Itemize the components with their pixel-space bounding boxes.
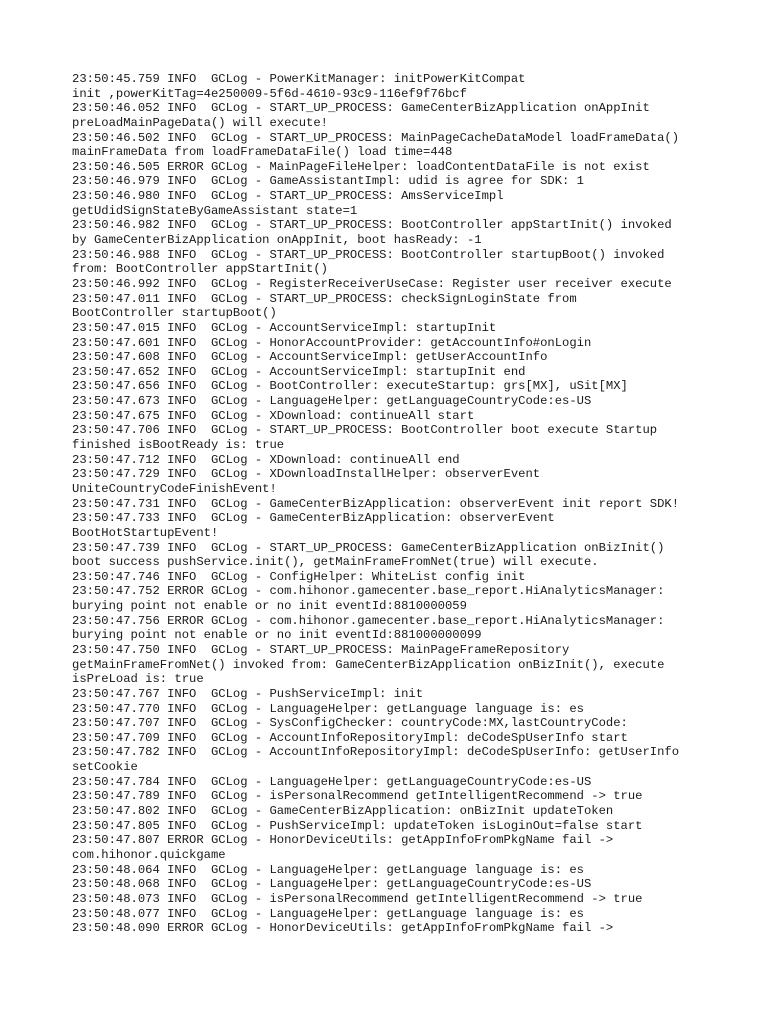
log-line: getUdidSignStateByGameAssistant state=1 xyxy=(72,203,358,218)
log-line: 23:50:47.731 INFO GCLog - GameCenterBizApplication: observerEvent init report SDK! xyxy=(72,496,680,511)
log-line: burying point not enable or no init eventId:8810000059 xyxy=(72,599,467,614)
log-line: 23:50:47.770 INFO GCLog - LanguageHelper: getLanguage language is: es xyxy=(72,701,584,716)
log-line: UniteCountryCodeFinishEvent! xyxy=(72,481,277,496)
log-line: 23:50:47.709 INFO GCLog - AccountInfoRepositoryImpl: deCodeSpUserInfo start xyxy=(72,730,628,745)
log-line: 23:50:47.652 INFO GCLog - AccountServiceImpl: startupInit end xyxy=(72,364,526,379)
log-line: from: BootController appStartInit() xyxy=(72,262,328,277)
log-line: 23:50:47.601 INFO GCLog - HonorAccountProvider: getAccountInfo#onLogin xyxy=(72,335,592,350)
log-line: BootController startupBoot() xyxy=(72,306,277,321)
log-line: 23:50:47.729 INFO GCLog - XDownloadInstallHelper: observerEvent xyxy=(72,467,541,482)
log-line: 23:50:48.073 INFO GCLog - isPersonalRecommend getIntelligentRecommend -> true xyxy=(72,891,643,906)
log-line: 23:50:47.739 INFO GCLog - START_UP_PROCESS: GameCenterBizApplication onBizInit() xyxy=(72,540,665,555)
log-line: 23:50:47.784 INFO GCLog - LanguageHelper: getLanguageCountryCode:es-US xyxy=(72,774,592,789)
log-line: setCookie xyxy=(72,760,138,775)
log-document xyxy=(72,72,712,936)
log-line: 23:50:46.505 ERROR GCLog - MainPageFileHelper: loadContentDataFile is not exist xyxy=(72,159,650,174)
log-line: 23:50:46.980 INFO GCLog - START_UP_PROCESS: AmsServiceImpl xyxy=(72,189,504,204)
log-line: 23:50:45.759 INFO GCLog - PowerKitManager: initPowerKitCompat xyxy=(72,72,526,86)
log-line: 23:50:47.752 ERROR GCLog - com.hihonor.gamecenter.base_report.HiAnalyticsManager: xyxy=(72,584,665,599)
log-line: 23:50:47.706 INFO GCLog - START_UP_PROCESS: BootController boot execute Startup xyxy=(72,423,658,438)
log-line: BootHotStartupEvent! xyxy=(72,525,219,540)
log-line: 23:50:47.675 INFO GCLog - XDownload: continueAll start xyxy=(72,408,475,423)
log-line: 23:50:47.746 INFO GCLog - ConfigHelper: WhiteList config init xyxy=(72,569,526,584)
log-line: 23:50:48.090 ERROR GCLog - HonorDeviceUtils: getAppInfoFromPkgName fail -> xyxy=(72,921,614,936)
log-line: boot success pushService.init(), getMainFrameFromNet(true) will execute. xyxy=(72,555,599,570)
log-line: 23:50:47.733 INFO GCLog - GameCenterBizApplication: observerEvent xyxy=(72,511,555,526)
log-line: isPreLoad is: true xyxy=(72,672,204,687)
log-line: 23:50:46.052 INFO GCLog - START_UP_PROCESS: GameCenterBizApplication onAppInit xyxy=(72,101,650,116)
log-line: 23:50:47.707 INFO GCLog - SysConfigChecker: countryCode:MX,lastCountryCode: xyxy=(72,716,628,731)
log-line: finished isBootReady is: true xyxy=(72,438,285,453)
log-line: 23:50:46.979 INFO GCLog - GameAssistantImpl: udid is agree for SDK: 1 xyxy=(72,174,584,189)
log-line: preLoadMainPageData() will execute! xyxy=(72,115,328,130)
log-line: 23:50:46.992 INFO GCLog - RegisterReceiverUseCase: Register user receiver execute xyxy=(72,276,672,291)
log-line: 23:50:47.807 ERROR GCLog - HonorDeviceUtils: getAppInfoFromPkgName fail -> xyxy=(72,833,614,848)
log-line: 23:50:47.015 INFO GCLog - AccountServiceImpl: startupInit xyxy=(72,320,497,335)
log-line: 23:50:47.608 INFO GCLog - AccountServiceImpl: getUserAccountInfo xyxy=(72,350,548,365)
log-line: 23:50:47.712 INFO GCLog - XDownload: continueAll end xyxy=(72,452,460,467)
log-line: 23:50:48.068 INFO GCLog - LanguageHelper: getLanguageCountryCode:es-US xyxy=(72,877,592,892)
log-line: 23:50:46.988 INFO GCLog - START_UP_PROCESS: BootController startupBoot() invoked xyxy=(72,247,665,262)
log-line: com.hihonor.quickgame xyxy=(72,847,226,862)
log-line: 23:50:47.011 INFO GCLog - START_UP_PROCESS: checkSignLoginState from xyxy=(72,291,577,306)
log-line: 23:50:47.750 INFO GCLog - START_UP_PROCESS: MainPageFrameRepository xyxy=(72,642,570,657)
log-line: 23:50:48.064 INFO GCLog - LanguageHelper: getLanguage language is: es xyxy=(72,862,584,877)
log-line: getMainFrameFromNet() invoked from: GameCenterBizApplication onBizInit(), execute xyxy=(72,657,665,672)
log-line: 23:50:47.789 INFO GCLog - isPersonalRecommend getIntelligentRecommend -> true xyxy=(72,789,643,804)
log-line: 23:50:47.673 INFO GCLog - LanguageHelper: getLanguageCountryCode:es-US xyxy=(72,394,592,409)
log-line: 23:50:47.767 INFO GCLog - PushServiceImpl: init xyxy=(72,686,424,701)
log-line: 23:50:47.805 INFO GCLog - PushServiceImpl: updateToken isLoginOut=false start xyxy=(72,818,643,833)
log-line: by GameCenterBizApplication onAppInit, boot hasReady: -1 xyxy=(72,233,482,248)
log-line: 23:50:46.502 INFO GCLog - START_UP_PROCESS: MainPageCacheDataModel loadFrameData() xyxy=(72,130,680,145)
log-line: 23:50:48.077 INFO GCLog - LanguageHelper: getLanguage language is: es xyxy=(72,906,584,921)
log-line: 23:50:47.782 INFO GCLog - AccountInfoRepositoryImpl: deCodeSpUserInfo: getUserInfo xyxy=(72,745,680,760)
log-line: mainFrameData from loadFrameDataFile() load time=448 xyxy=(72,145,453,160)
log-line: 23:50:47.802 INFO GCLog - GameCenterBizApplication: onBizInit updateToken xyxy=(72,804,614,819)
log-line: init ,powerKitTag=4e250009-5f6d-4610-93c9-116ef9f76bcf xyxy=(72,86,467,101)
log-line: 23:50:47.756 ERROR GCLog - com.hihonor.gamecenter.base_report.HiAnalyticsManager: xyxy=(72,613,665,628)
log-line: 23:50:47.656 INFO GCLog - BootController: executeStartup: grs[MX], uSit[MX] xyxy=(72,379,628,394)
log-line: 23:50:46.982 INFO GCLog - START_UP_PROCESS: BootController appStartInit() invoked xyxy=(72,218,672,233)
log-line: burying point not enable or no init eventId:881000000099 xyxy=(72,628,482,643)
